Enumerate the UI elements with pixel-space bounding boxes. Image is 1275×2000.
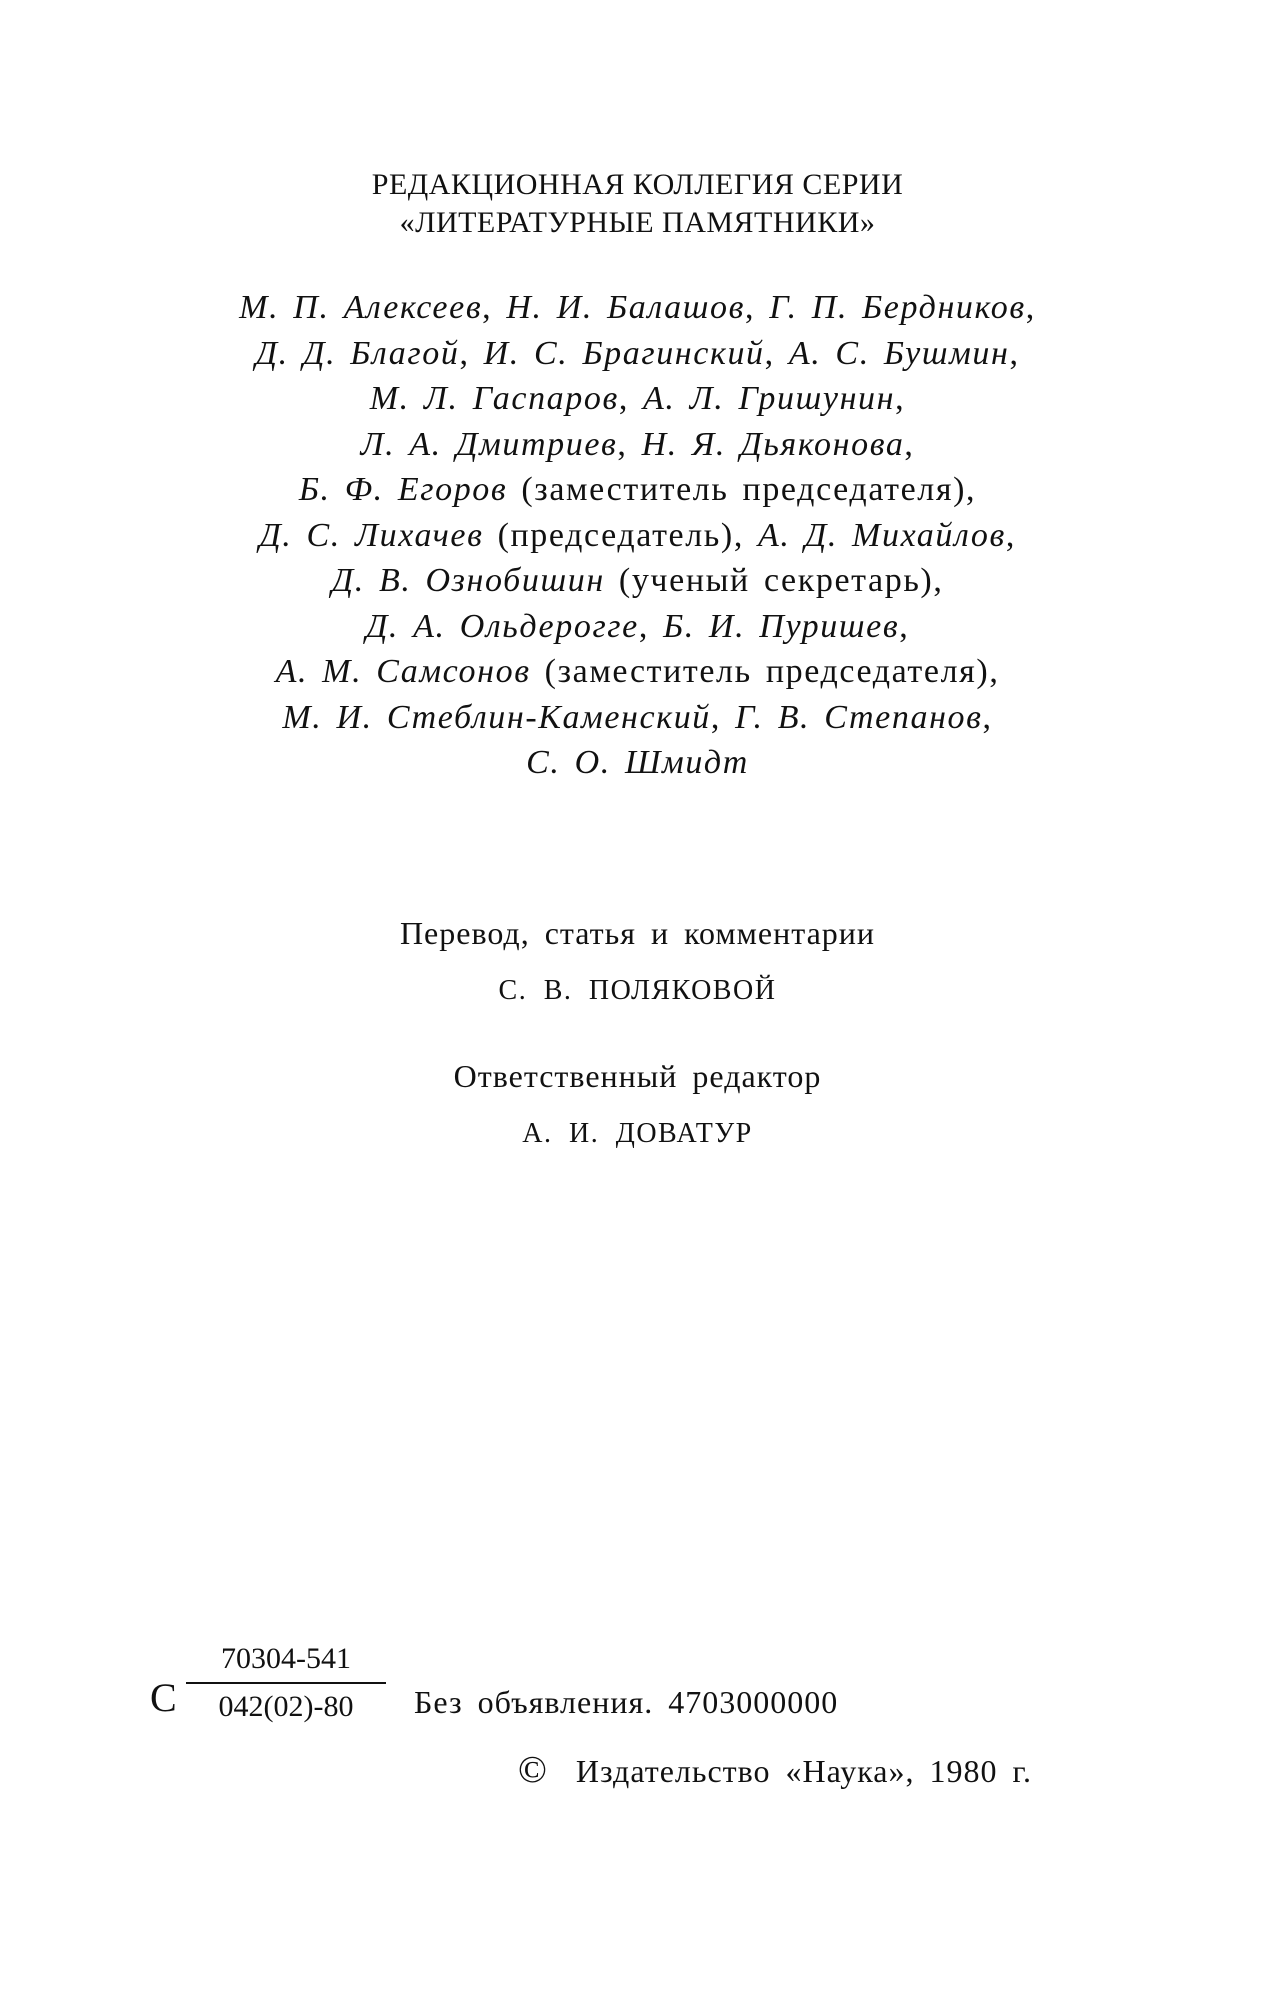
member-name: Б. Ф. Егоров — [298, 471, 508, 508]
member-name: Б. И. Пуришев — [663, 607, 900, 645]
member-role-note: (ученый секретарь) — [618, 562, 934, 599]
members-line-8: Д. А. Ольдерогге, Б. И. Пуришев, — [365, 607, 910, 645]
members-line-9: А. М. Самсонов (заместитель председателя), — [275, 653, 1000, 690]
member-name: М. И. Стеблин-Каменский — [282, 698, 711, 736]
members-line-3: М. Л. Гаспаров, А. Л. Гришунин, — [369, 380, 906, 417]
member-name: А. Л. Гришунин — [643, 380, 896, 417]
editor-role: Ответственный редактор — [453, 1058, 822, 1094]
copyright-icon: © — [518, 1749, 548, 1791]
member-role-note: (заместитель председателя) — [544, 653, 990, 690]
member-role-note: (заместитель председателя) — [521, 471, 967, 508]
catalog-code-letter: С — [150, 1675, 177, 1720]
member-name: Д. С. Лихачев — [259, 516, 484, 554]
member-name: А. М. Самсонов — [275, 653, 531, 690]
member-name: Н. И. Балашов — [506, 289, 746, 326]
members-line-6: Д. С. Лихачев (председатель), А. Д. Михайлов, — [259, 516, 1016, 554]
heading-line-2: «ЛИТЕРАТУРНЫЕ ПАМЯТНИКИ» — [399, 206, 876, 239]
member-name: А. С. Бушмин — [788, 334, 1010, 372]
translator-name: С. В. ПОЛЯКОВОЙ — [498, 975, 777, 1006]
member-name: М. П. Алексеев — [239, 289, 483, 326]
editor-name: А. И. ДОВАТУР — [522, 1118, 753, 1149]
catalog-code-fraction — [186, 1640, 386, 1726]
members-line-5: Б. Ф. Егоров (заместитель председателя), — [298, 471, 977, 508]
copyright-line — [518, 1748, 1032, 1792]
catalog-code-numerator: 70304-541 — [186, 1640, 386, 1684]
member-name: Г. П. Бердников — [769, 289, 1026, 326]
member-name: М. Л. Гаспаров — [369, 380, 619, 417]
member-name: Д. А. Ольдерогге — [365, 607, 639, 645]
member-name: Г. В. Степанов — [735, 698, 983, 736]
member-name: Д. Д. Благой — [255, 334, 460, 372]
member-role-note: (председатель) — [497, 516, 734, 554]
members-line-10: М. И. Стеблин-Каменский, Г. В. Степанов, — [282, 698, 993, 736]
members-line-2: Д. Д. Благой, И. С. Брагинский, А. С. Бушмин, — [255, 334, 1020, 372]
member-name: Н. Я. Дьяконова — [641, 425, 905, 463]
member-name: С. О. Шмидт — [526, 744, 749, 781]
translation-role: Перевод, статья и комментарии — [399, 915, 876, 951]
member-name: Л. А. Дмитриев — [360, 425, 618, 463]
member-name: А. Д. Михайлов — [758, 516, 1006, 554]
copyright-text: Издательство «Наука», 1980 г. — [575, 1753, 1032, 1789]
members-line-7: Д. В. Ознобишин (ученый секретарь), — [331, 562, 944, 599]
member-name: Д. В. Ознобишин — [331, 562, 605, 599]
catalog-code-denominator: 042(02)-80 — [218, 1690, 354, 1723]
members-line-1: М. П. Алексеев, Н. И. Балашов, Г. П. Бердников, — [239, 289, 1036, 326]
no-announcement-line: Без объявления. 4703000000 — [414, 1684, 839, 1720]
members-line-4: Л. А. Дмитриев, Н. Я. Дьяконова, — [360, 425, 915, 463]
heading-line-1: РЕДАКЦИОННАЯ КОЛЛЕГИЯ СЕРИИ — [371, 168, 904, 201]
member-name: И. С. Брагинский — [483, 334, 765, 372]
